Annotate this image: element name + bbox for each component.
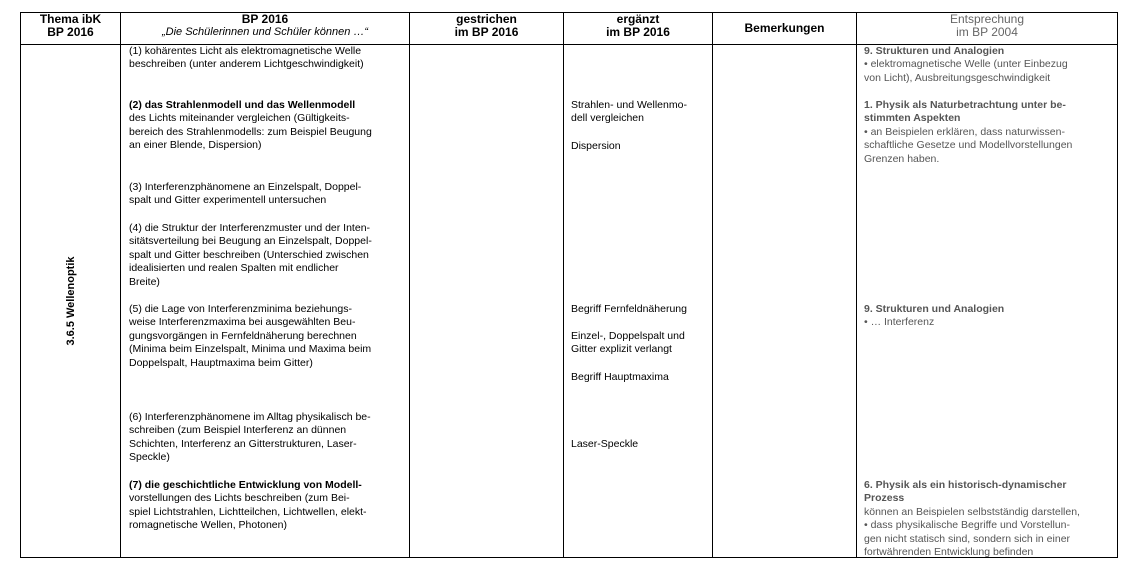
competence-2 — [129, 99, 409, 153]
competence-1-line: (1) kohärentes Licht als elektromagnetische Welle — [129, 45, 362, 57]
bp2004-block-1-line: • elektromagnetische Welle (unter Einbezug — [864, 58, 1068, 71]
header-bp2004-line1: Entsprechung — [949, 12, 1025, 26]
gestrichen-cell — [410, 45, 564, 558]
competence-5-line: Doppelspalt, Hauptmaxima beim Gitter) — [129, 356, 313, 369]
added-6: Laser-Speckle — [571, 438, 639, 450]
competence-3-line: spalt und Gitter experimentell untersuchen — [129, 194, 327, 207]
competence-4-line: sitätsverteilung bei Beugung an Einzelspalt, Doppel- — [129, 235, 372, 248]
competence-7-line: (7) die geschichtliche Entwicklung von Modell- — [129, 479, 362, 491]
theme-label: 3.6.5 Wellenoptik — [64, 256, 77, 346]
competence-6-line: (6) Interferenzphänomene im Alltag physikalisch be- — [129, 411, 371, 423]
added-4-line: Einzel-, Doppelspalt und — [571, 330, 685, 342]
added-4-line: Gitter explizit verlangt — [571, 343, 672, 356]
bp2004-cell — [857, 45, 1118, 558]
competence-5-line: (5) die Lage von Interferenzminima beziehungs- — [129, 303, 352, 315]
added-5: Begriff Hauptmaxima — [571, 371, 669, 383]
bp2004-block-2-line: schaftliche Gesetze und Modellvorstellungen — [864, 139, 1073, 152]
added-4 — [571, 330, 711, 357]
competence-1 — [129, 45, 409, 72]
bp2004-block-2-title: 1. Physik als Naturbetrachtung unter be- — [864, 99, 1066, 111]
content-row — [21, 45, 1118, 558]
bp2004-block-4-line: können an Beispielen selbstständig darstellen, — [864, 505, 1080, 518]
bp2004-block-4-line: fortwährenden Entwicklung befinden — [864, 546, 1034, 559]
competence-2-line: des Lichts miteinander vergleichen (Gültigkeits- — [129, 112, 350, 125]
bp2004-block-4-line: • dass physikalische Begriffe und Vorstellun- — [864, 519, 1071, 532]
header-gestrichen — [410, 13, 564, 45]
header-bp2016 — [121, 13, 410, 45]
competence-2-line: an einer Blende, Dispersion) — [129, 139, 262, 152]
competence-5-line: weise Interferenzmaxima bei ausgewählten Beu- — [129, 316, 356, 329]
bp2004-block-2-line: Grenzen haben. — [864, 152, 940, 165]
bp2004-block-2-title: stimmten Aspekten — [864, 112, 961, 125]
header-bp2016-subtitle: „Die Schülerinnen und Schüler können …“ — [161, 26, 369, 38]
bp2004-block-2 — [864, 99, 1109, 166]
header-bp2004-line2: im BP 2004 — [956, 25, 1018, 39]
bp2004-block-1 — [864, 45, 1109, 85]
ergaenzt-cell — [564, 45, 713, 558]
bp2004-block-1-title: 9. Strukturen und Analogien — [864, 45, 1005, 57]
added-1-line: Strahlen- und Wellenmo- — [571, 99, 687, 111]
competence-7 — [129, 479, 409, 533]
competence-5 — [129, 303, 409, 370]
header-bp2004 — [857, 13, 1118, 45]
bp2004-block-1-line: von Licht), Ausbreitungsgeschwindigkeit — [864, 71, 1051, 84]
competence-2-line: bereich des Strahlenmodells: zum Beispiel Beugung — [129, 125, 372, 138]
competence-5-line: (Minima beim Einzelspalt, Minima und Maxima beim — [129, 343, 372, 356]
header-theme-line1: Thema ibK — [39, 12, 102, 26]
bp2004-block-3 — [864, 303, 1109, 330]
added-3: Begriff Fernfeldnäherung — [571, 303, 687, 315]
header-gestrichen-line2: im BP 2016 — [454, 25, 519, 39]
competence-4-line: Breite) — [129, 275, 160, 288]
competence-4-line: spalt und Gitter beschreiben (Unterschied zwischen — [129, 248, 369, 261]
header-ergaenzt — [564, 13, 713, 45]
bp2004-block-2-line: • an Beispielen erklären, dass naturwissen- — [864, 125, 1065, 138]
competence-7-line: spiel Lichtstrahlen, Lichtteilchen, Lichtwellen, elekt- — [129, 505, 367, 518]
competence-6-line: schreiben (zum Beispiel Interferenz an dünnen — [129, 424, 347, 437]
bp2004-block-4-line: gen nicht statisch sind, sondern sich in einer — [864, 532, 1071, 545]
added-1 — [571, 99, 711, 126]
added-2: Dispersion — [571, 140, 621, 152]
competence-3 — [129, 181, 409, 208]
bp2004-block-4-title: Prozess — [864, 492, 905, 505]
bp2004-block-3-title: 9. Strukturen und Analogien — [864, 303, 1005, 315]
competence-3-line: (3) Interferenzphänomene an Einzelspalt, Doppel- — [129, 181, 362, 193]
bp2004-block-4 — [864, 479, 1109, 559]
competence-4-line: (4) die Struktur der Interferenzmuster und der Inten- — [129, 222, 371, 234]
competence-7-line: romagnetische Wellen, Photonen) — [129, 519, 287, 532]
competence-4-line: idealisierten und realen Spalten mit endlicher — [129, 262, 339, 275]
header-row — [21, 13, 1118, 45]
header-bemerkungen — [713, 13, 857, 45]
competence-6-line: Speckle) — [129, 451, 170, 464]
theme-cell — [21, 45, 121, 558]
header-ergaenzt-line1: ergänzt — [616, 12, 660, 26]
header-bemerkungen-label: Bemerkungen — [744, 21, 825, 35]
bp2016-cell — [121, 45, 410, 558]
bp2004-block-4-title: 6. Physik als ein historisch-dynamischer — [864, 479, 1067, 491]
header-ergaenzt-line2: im BP 2016 — [606, 25, 670, 39]
competence-6-line: Schichten, Interferenz an Gitterstrukturen, Laser- — [129, 437, 357, 450]
competence-7-line: vorstellungen des Lichts beschreiben (zum Bei- — [129, 492, 350, 505]
header-bp2016-title: BP 2016 — [241, 12, 289, 26]
competence-4 — [129, 222, 409, 289]
competence-1-line: beschreiben (unter anderem Lichtgeschwindigkeit) — [129, 58, 364, 71]
competence-5-line: gungsvorgängen in Fernfeldnäherung berechnen — [129, 329, 357, 342]
added-1-line: dell vergleichen — [571, 112, 644, 125]
competence-6 — [129, 411, 409, 465]
header-gestrichen-line1: gestrichen — [456, 12, 517, 26]
curriculum-table — [20, 12, 1118, 558]
header-theme — [21, 13, 121, 45]
header-theme-line2: BP 2016 — [47, 25, 94, 39]
competence-2-line: (2) das Strahlenmodell und das Wellenmodell — [129, 99, 356, 111]
bp2004-block-3-line: • … Interferenz — [864, 316, 935, 329]
bemerkungen-cell — [713, 45, 857, 558]
